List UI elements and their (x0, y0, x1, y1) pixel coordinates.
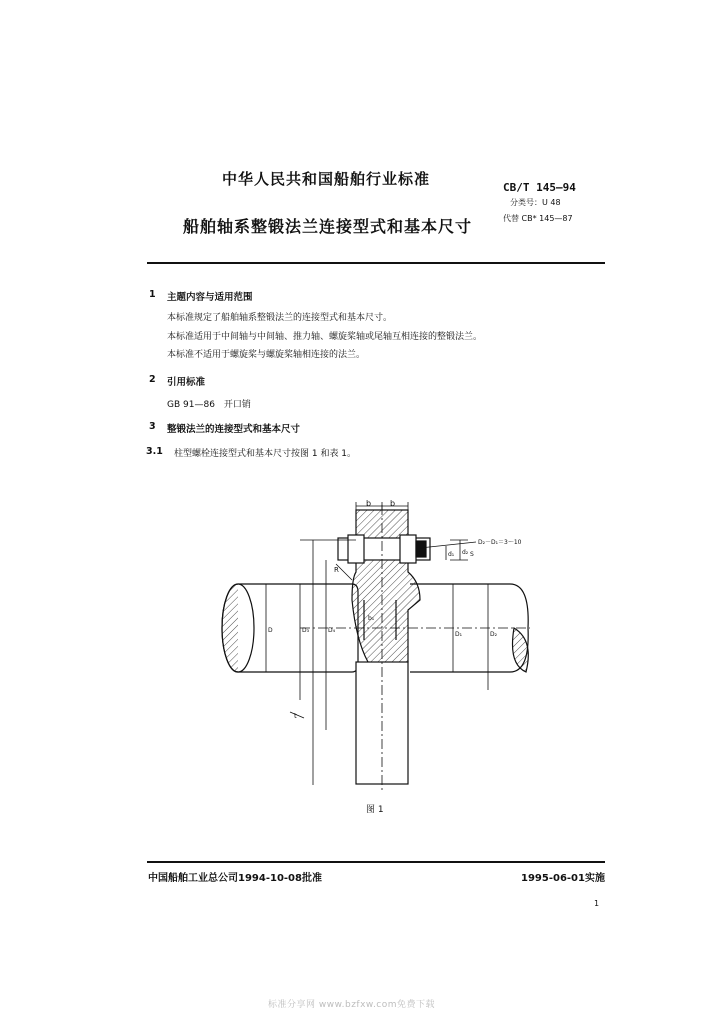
dim-label-d4: D₄ (328, 627, 336, 634)
dim-label-b-left: b (366, 499, 372, 508)
dim-label-b1: b₁ (368, 615, 375, 622)
referenced-standard: GB 91—86 开口销 (167, 400, 251, 410)
section-1-number: 1 (149, 289, 156, 300)
implementation-date: 1995-06-01实施 (521, 873, 605, 884)
section-1-paragraph-1: 本标准规定了船舶轴系整锻法兰的连接型式和基本尺寸。 (167, 313, 393, 323)
section-3-1-number: 3.1 (146, 446, 163, 457)
dim-label-d: D (268, 627, 273, 634)
document-title: 船舶轴系整锻法兰连接型式和基本尺寸 (183, 217, 473, 236)
section-3-number: 3 (149, 421, 156, 432)
section-2-heading: 引用标准 (167, 377, 206, 388)
org-standard-title: 中华人民共和国船舶行业标准 (222, 170, 431, 188)
replaces-standard: 代替 CB* 145—87 (503, 214, 573, 223)
section-2-number: 2 (149, 374, 156, 385)
standard-code: CB/T 145—94 (503, 181, 576, 194)
section-1-paragraph-2: 本标准适用于中间轴与中间轴、推力轴、螺旋桨轴或尾轴互相连接的整锻法兰。 (167, 332, 483, 342)
section-1-heading: 主题内容与适用范围 (167, 292, 253, 303)
dim-label-s: S (470, 551, 474, 558)
dim-label-d1: d₁ (448, 551, 455, 558)
section-1-paragraph-3: 本标准不适用于螺旋桨与螺旋桨轴相连接的法兰。 (167, 350, 366, 360)
dim-label-d2: d₂ (462, 549, 469, 556)
dim-label-r: R (334, 566, 339, 574)
figure-caption: 图 1 (366, 805, 384, 815)
page-number: 1 (594, 899, 600, 908)
classification-number: 分类号：U 48 (510, 198, 561, 207)
dim-label-d2-right: D₂ (490, 631, 498, 638)
section-3-heading: 整锻法兰的连接型式和基本尺寸 (167, 424, 301, 435)
dim-label-d3: D₃ (302, 627, 310, 634)
dim-label-d1-right: D₁ (455, 631, 463, 638)
watermark-text: 标准分享网 www.bzfxw.com免费下载 (268, 1000, 436, 1010)
approval-date: 中国船舶工业总公司1994-10-08批准 (148, 873, 322, 884)
dim-label-b-right: b (390, 499, 396, 508)
section-3-1-text: 柱型螺栓连接型式和基本尺寸按图 1 和表 1。 (174, 449, 357, 459)
footer-divider (147, 861, 605, 863)
dim-label-t: t (294, 712, 297, 720)
dim-formula: D₂－D₁＝3～10 (478, 539, 522, 546)
